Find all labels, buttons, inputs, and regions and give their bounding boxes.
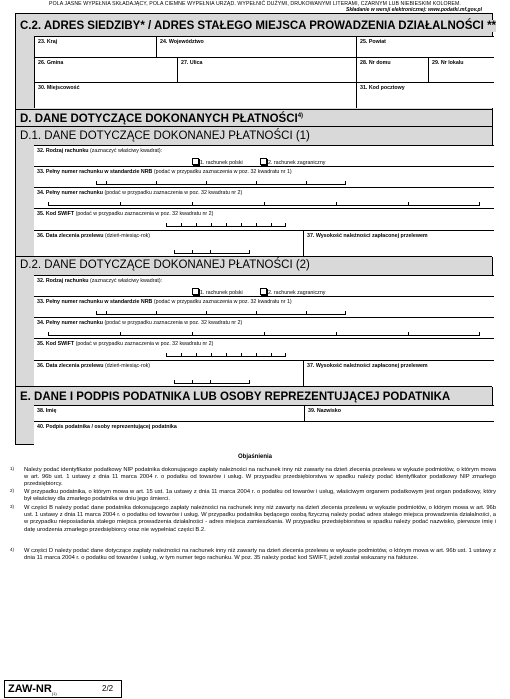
field-transfer-amount-1[interactable]: 37. Wysokość należności zapłaconej przelewem <box>303 230 494 257</box>
divider <box>16 109 492 110</box>
checkbox-icon[interactable] <box>192 288 199 295</box>
field-municipality[interactable]: 26. Gmina <box>34 57 177 82</box>
footnote-4: 4) W części D należy podać dane dotyczące zapłaty należności na rachunek inny niż zawarty na dzień zlecenia przelewu w wykazie podmiotów, o którym mowa w art. 96b ust. 1 ustawy z dnia 11 marca 2004 r. o podatku od towarów i usług, w tym numer tego rachunku. W poz. 35 należy podać kod SWIFT, jeżeli został wskazany na fakturze. <box>10 547 496 562</box>
field-county[interactable]: 25. Powiat <box>356 36 494 57</box>
divider <box>16 386 492 387</box>
signature-table <box>34 405 493 445</box>
section-d2-title: D.2. DANE DOTYCZĄCE DOKONANEJ PŁATNOŚCI (2) <box>20 259 310 271</box>
checkbox-icon[interactable] <box>192 158 199 165</box>
field-transfer-amount-2[interactable]: 37. Wysokość należności zapłaconej przelewem <box>303 360 494 387</box>
field-apartment-number[interactable]: 29. Nr lokalu <box>428 57 494 82</box>
field-nrb-account-2[interactable]: 33. Pełny numer rachunku w standardzie NRB (podać w przypadku zaznaczenia w poz. 32 kwadratu nr 1) <box>34 296 494 317</box>
field-last-name[interactable]: 39. Nazwisko <box>304 405 494 421</box>
form-sheet <box>15 13 497 445</box>
section-d1-title: D.1. DANE DOTYCZĄCE DOKONANEJ PŁATNOŚCI (1) <box>20 130 310 142</box>
field-swift-2[interactable]: 35. Kod SWIFT (podać w przypadku zaznaczenia w poz. 32 kwadratu nr 2) <box>34 338 494 360</box>
divider <box>16 126 492 127</box>
option-foreign-account-2[interactable]: 2. rachunek zagraniczny <box>260 288 325 296</box>
footnote-3: 3) W części B należy podać dane podatnika dokonującego zapłaty należności na rachunek inny niż zawarty na dzień zlecenia przelewu w wykazie podmiotów, o którym mowa w art. 96b ust. 1 ustawy z dnia 11 marca 2004 r. o podatku od towarów i usług. W przypadku podatnika będącego osobą fizyczną należy podać adres stałego miejsca prowadzenia działalności, a w przypadku nieposiadania stałego miejsca prowadzenia działalności - adres miejsca zamieszkania. W przypadku przedsiębiorstwa w spadku należy podać nazwisko, pierwsze imię i datę urodzenia zmarłego przedsiębiorcy oraz nie wypełniać części B.2. <box>10 504 496 533</box>
digit-boxes <box>166 352 286 357</box>
page-number: 2/2 <box>102 684 114 693</box>
field-transfer-date-2[interactable]: 36. Data zlecenia przelewu (dzień-miesiąc-rok) <box>34 360 303 387</box>
footnote-1: 1) Należy podać identyfikator podatkowy NIP podatnika dokonującego zapłaty należności na rachunek inny niż zawarty na dzień zlecenia przelewu w wykazie podmiotów, o którym mowa w art. 96b ust. 1 ustawy z dnia 11 marca 2004 r. o podatku od towarów i usług. W przypadku przedsiębiorstwa w spadku należy podać identyfikator podatkowy NIP zmarłego przedsiębiorcy. <box>10 466 496 488</box>
field-house-number[interactable]: 28. Nr domu <box>356 57 428 82</box>
address-table <box>34 36 493 108</box>
electronic-submission-note: Składanie w wersji elektronicznej: www.podatki.mf.gov.pl <box>346 7 482 13</box>
field-city[interactable]: 30. Miejscowość <box>34 82 356 108</box>
section-e-title: E. DANE I PODPIS PODATNIKA LUB OSOBY REPREZENTUJĄCEJ PODATNIKA <box>20 391 451 403</box>
field-transfer-date-1[interactable]: 36. Data zlecenia przelewu (dzień-miesiąc-rok) <box>34 230 303 257</box>
payment-2-table <box>34 275 493 386</box>
field-signature[interactable]: 40. Podpis podatnika / osoby reprezentującej podatnika <box>34 421 494 446</box>
divider <box>16 256 492 257</box>
field-voivodeship[interactable]: 24. Województwo <box>156 36 356 57</box>
digit-boxes <box>48 201 480 206</box>
payment-1-table <box>34 145 493 256</box>
field-postal-code[interactable]: 31. Kod pocztowy <box>356 82 494 108</box>
digit-boxes <box>96 180 346 185</box>
explanations-title: Objaśnienia <box>237 454 272 460</box>
section-c2-title: C.2. ADRES SIEDZIBY* / ADRES STAŁEGO MIEJSCA PROWADZENIA DZIAŁALNOŚCI ** <box>20 20 497 32</box>
section-d-title: D. DANE DOTYCZĄCE DOKONANYCH PŁATNOŚCI$^{4)}$ <box>20 113 304 125</box>
field-swift-1[interactable]: 35. Kod SWIFT (podać w przypadku zaznaczenia w poz. 32 kwadratu nr 2) <box>34 208 494 230</box>
option-polish-account-2[interactable]: 1. rachunek polski <box>192 288 243 296</box>
field-nrb-account-1[interactable]: 33. Pełny numer rachunku w standardzie NRB (podać w przypadku zaznaczenia w poz. 32 kwadratu nr 1) <box>34 166 494 187</box>
field-first-name[interactable]: 38. Imię <box>34 405 304 421</box>
digit-boxes <box>48 331 480 336</box>
field-full-account-1[interactable]: 34. Pełny numer rachunku (podać w przypadku zaznaczenia w poz. 32 kwadratu nr 2) <box>34 187 494 208</box>
field-country[interactable]: 23. Kraj <box>34 36 156 57</box>
field-full-account-2[interactable]: 34. Pełny numer rachunku (podać w przypadku zaznaczenia w poz. 32 kwadratu nr 2) <box>34 317 494 338</box>
option-polish-account-1[interactable]: 1. rachunek polski <box>192 158 243 166</box>
field-account-type-1: 32. Rodzaj rachunku (zaznaczyć właściwy kwadrat): 1. rachunek polski 2. rachunek zagraniczny <box>34 145 494 166</box>
field-street[interactable]: 27. Ulica <box>177 57 356 82</box>
form-instruction: POLA JASNE WYPEŁNIA SKŁADAJĄCY, POLA CIEMNE WYPEŁNIA URZĄD. WYPEŁNIĆ DUŻYMI, DRUKOWANYMI LITERAMI, CZARNYM LUB NIEBIESKIM KOLOREM. <box>49 1 461 7</box>
form-id: ZAW-$NR_{(1)}$ <box>8 683 57 697</box>
checkbox-icon[interactable] <box>260 158 267 165</box>
digit-boxes <box>174 249 250 254</box>
option-foreign-account-1[interactable]: 2. rachunek zagraniczny <box>260 158 325 166</box>
field-account-type-2: 32. Rodzaj rachunku (zaznaczyć właściwy kwadrat): 1. rachunek polski 2. rachunek zagraniczny <box>34 275 494 296</box>
digit-boxes <box>174 379 250 384</box>
digit-boxes <box>166 222 286 227</box>
digit-boxes <box>96 310 346 315</box>
checkbox-icon[interactable] <box>260 288 267 295</box>
footnote-2: 2) W przypadku podatnika, o którym mowa w art. 15 ust. 1a ustawy z dnia 11 marca 2004 r. o podatku od towarów i usług, właściwym organem podatkowym jest organ podatkowy, który był właściwy dla zmarłego podatnika w dniu jego śmierci. <box>10 488 496 503</box>
